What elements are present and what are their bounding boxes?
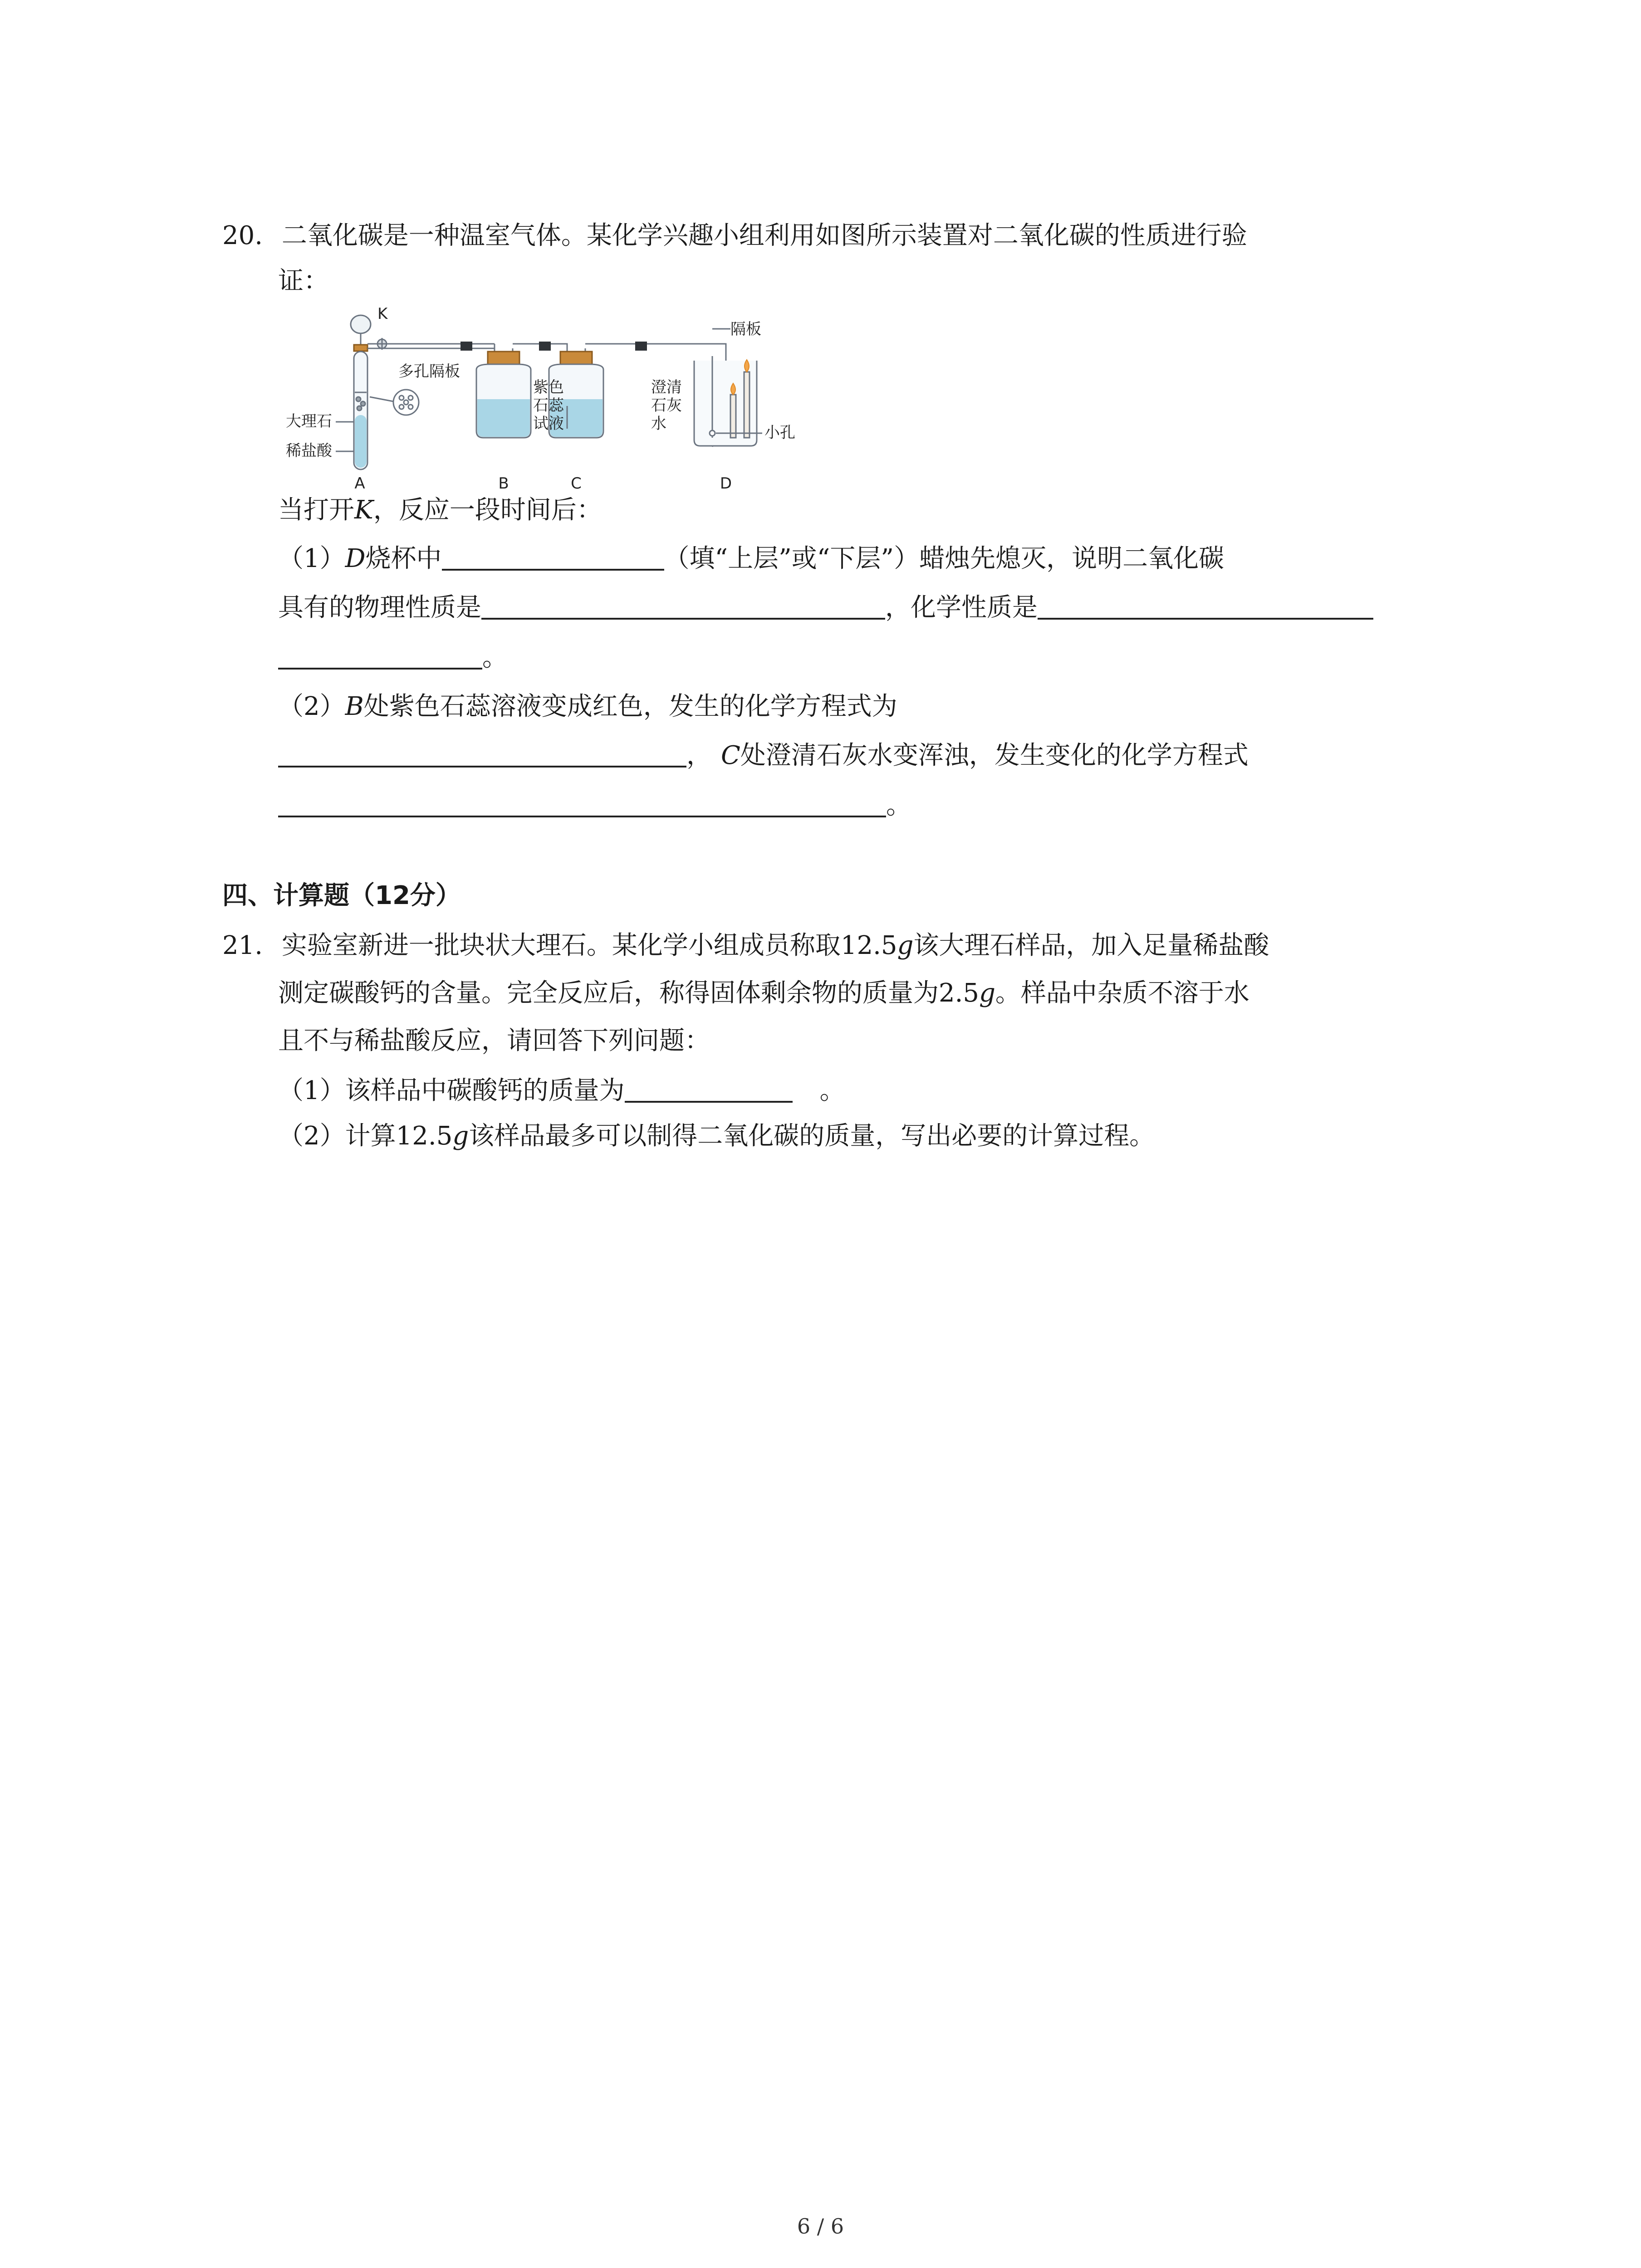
beaker-d <box>694 329 762 446</box>
q20-p1-text5: 。 <box>482 643 508 672</box>
label-acid: 稀盐酸 <box>286 442 332 460</box>
q20-p2-text2: ， <box>686 741 712 770</box>
label-b-line1: 紫色 <box>533 378 564 396</box>
q20-p2-text1: 处紫色石蕊溶液变成红色，发生的化学方程式为 <box>363 692 897 721</box>
label-d: D <box>720 474 732 493</box>
q20-number: 20. <box>222 221 263 250</box>
label-c-line1: 澄清 <box>651 378 682 396</box>
q20-p1-text2: （填“上层”或“下层”）蜡烛先熄灭，说明二氧化碳 <box>664 544 1225 573</box>
q20-blank-layer[interactable] <box>442 543 664 571</box>
label-c: C <box>571 474 582 493</box>
q20-stem-text: 二氧化碳是一种温室气体。某化学兴趣小组利用如图所示装置对二氧化碳的性质进行验 <box>281 221 1247 250</box>
q21-p1-text: （1）该样品中碳酸钙的质量为 <box>278 1076 625 1105</box>
q21-p2-b: 该样品最多可以制得二氧化碳的质量，写出必要的计算过程。 <box>469 1121 1155 1151</box>
section-4-title: 四、计算题（12分） <box>222 881 461 910</box>
apparatus-figure <box>277 302 821 497</box>
q21-line1-a: 实验室新进一批块状大理石。某化学小组成员称取12.5 <box>281 931 897 960</box>
page-number: 6 / 6 <box>797 2214 844 2239</box>
q20-p2-prefix: （2） <box>278 692 345 721</box>
q21-blank-caco3-mass[interactable] <box>625 1075 793 1103</box>
q20-part1-line1 <box>278 541 1224 577</box>
q21-p1-end: 。 <box>819 1076 845 1105</box>
q21-unit-g-1: g <box>897 931 914 960</box>
q20-intro-suffix: ，反应一段时间后： <box>373 495 602 525</box>
label-marble: 大理石 <box>286 412 332 430</box>
label-a: A <box>354 474 365 493</box>
bottle-b <box>476 352 531 438</box>
label-porous-plate: 多孔隔板 <box>398 362 460 381</box>
q20-p1-prefix: （1） <box>278 544 345 573</box>
q21-number: 21. <box>222 931 263 960</box>
q21-line2-a: 测定碳酸钙的含量。完全反应后，称得固体剩余物的质量为2.5 <box>278 978 980 1008</box>
q21-part1 <box>278 1073 845 1109</box>
q20-blank-equation-b[interactable] <box>278 740 686 767</box>
q20-p1-text3: 具有的物理性质是 <box>278 593 481 622</box>
q21-unit-g-3: g <box>452 1121 469 1151</box>
q21-line1 <box>222 928 1269 964</box>
label-small-hole: 小孔 <box>764 424 795 442</box>
q20-p1-var: D <box>345 544 366 573</box>
apparatus-a <box>336 315 419 469</box>
q20-blank-chemical-property[interactable] <box>1038 592 1373 620</box>
q20-part2-line2 <box>278 738 1249 774</box>
label-b-line2: 石蕊 <box>533 396 564 415</box>
q21-unit-g-2: g <box>979 978 995 1008</box>
q20-stem-line1 <box>222 218 1247 254</box>
q21-part2 <box>278 1118 1155 1154</box>
q21-line3: 且不与稀盐酸反应，请回答下列问题： <box>278 1026 710 1056</box>
label-b-line3: 试液 <box>533 415 564 433</box>
q20-intro-prefix: 当打开 <box>278 495 354 525</box>
label-k: K <box>377 305 388 323</box>
q20-blank-physical-property[interactable] <box>481 592 885 620</box>
q20-intro <box>278 492 602 528</box>
q21-p2-a: （2）计算12.5 <box>278 1121 453 1151</box>
q20-stem-line2: 证： <box>278 266 329 296</box>
q20-blank-chemical-property-cont[interactable] <box>278 642 482 670</box>
q20-part1-line2 <box>278 590 1373 626</box>
label-partition: 隔板 <box>730 320 761 338</box>
q20-part2-line1 <box>278 689 897 725</box>
q20-p2-var-c: C <box>721 741 740 770</box>
label-c-line2: 石灰 <box>651 396 682 415</box>
q21-line2 <box>278 975 1249 1012</box>
q20-p2-text3: 处澄清石灰水变浑浊，发生变化的化学方程式 <box>740 741 1249 770</box>
q21-line2-b: 。样品中杂质不溶于水 <box>995 978 1249 1008</box>
q20-p1-text1: 烧杯中 <box>365 544 442 573</box>
label-c-line3: 水 <box>651 415 666 433</box>
q20-intro-var: K <box>354 495 373 525</box>
q20-p1-text4: ，化学性质是 <box>885 593 1038 622</box>
q20-part1-line3 <box>278 640 508 676</box>
q20-p2-var-b: B <box>345 692 364 721</box>
label-b: B <box>498 474 509 493</box>
q20-part2-line3 <box>278 787 911 824</box>
q21-line1-b: 该大理石样品，加入足量稀盐酸 <box>913 931 1269 960</box>
q20-blank-equation-c[interactable] <box>278 790 886 817</box>
q20-p2-text4: 。 <box>886 791 911 820</box>
